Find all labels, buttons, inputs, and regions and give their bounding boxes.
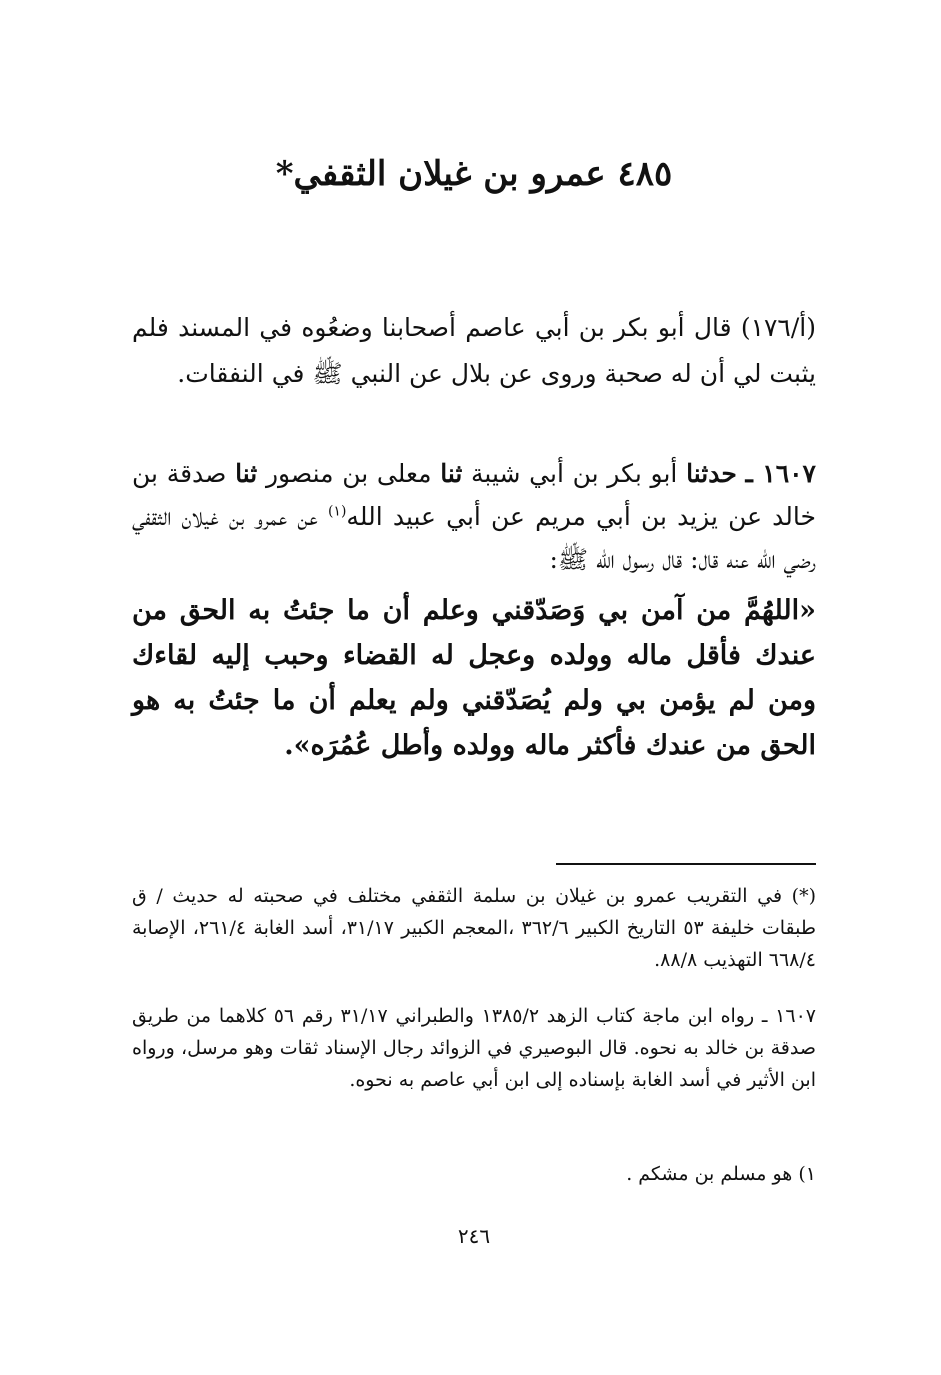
narrator-text: أبو بكر بن أبي شيبة — [471, 459, 678, 488]
narrator-text: صدقة بن خالد عن يزيد بن أبي مريم عن أبي عبيد الله — [132, 459, 816, 531]
footnote-star: (*) في التقريب عمرو بن غيلان بن سلمة الثقفي مختلف في صحبته له حديث / ق طبقات خليفة ٥٣ التاريخ الكبير ٣٦٢/٦ ،المعجم الكبير ٣١/١٧، أسد الغابة ٢٦١/٤، الإصابة ٦٦٨/٤ التهذيب ٨٨/٨. — [132, 885, 816, 971]
hadith-matn: «اللهُمَّ من آمن بي وَصَدّقني وعلم أن ما جئتُ به الحق من عندك فأقل ماله وولده وعجل له القضاء وحبب إليه لقاءك ومن لم يؤمن بي ولم يُصَدّقني ولم يعلم أن ما جئتُ به هو الحق من عندك فأكثر ماله وولده وأطل عُمُرَه». — [132, 595, 816, 761]
hadith-isnad — [132, 452, 816, 581]
hadith-number: ١٦٠٧ ـ — [745, 459, 816, 488]
intro-paragraph: (أ/١٧٦) قال أبو بكر بن أبي عاصم أصحابنا وضعُوه في المسند فلم يثبت لي أن له صحبة وروى عن بلال عن النبي ﷺ في النفقات. — [132, 313, 816, 388]
footnote-1: ١) هو مسلم بن مشكم . — [626, 1163, 816, 1185]
book-page — [132, 0, 816, 1375]
haddathana-word: حدثنا — [686, 459, 737, 488]
footnote-divider — [556, 863, 816, 865]
entry-title: ٤٨٥ عمرو بن غيلان الثقفي* — [275, 154, 673, 194]
footnote-hadith: ١٦٠٧ ـ رواه ابن ماجة كتاب الزهد ١٣٨٥/٢ والطبراني ٣١/١٧ رقم ٥٦ كلاهما من طريق صدقة بن خالد به نحوه. قال البوصيري في الزوائد رجال الإسناد ثقات وهو مرسل، ورواه ابن الأثير في أسد الغابة بإسناده إلى ابن أبي عاصم به نحوه. — [132, 1005, 816, 1091]
thana-word: ثنا — [440, 459, 463, 488]
narrator-text: معلى بن منصور — [265, 459, 432, 488]
narrator-text: عن عمرو بن غيلان الثقفي رضي الله عنه قال: قال رسول الله ﷺ: — [132, 502, 816, 574]
thana-word: ثنا — [235, 459, 258, 488]
page-number: ٢٤٦ — [457, 1224, 491, 1248]
footnote-ref: (١) — [327, 503, 347, 520]
